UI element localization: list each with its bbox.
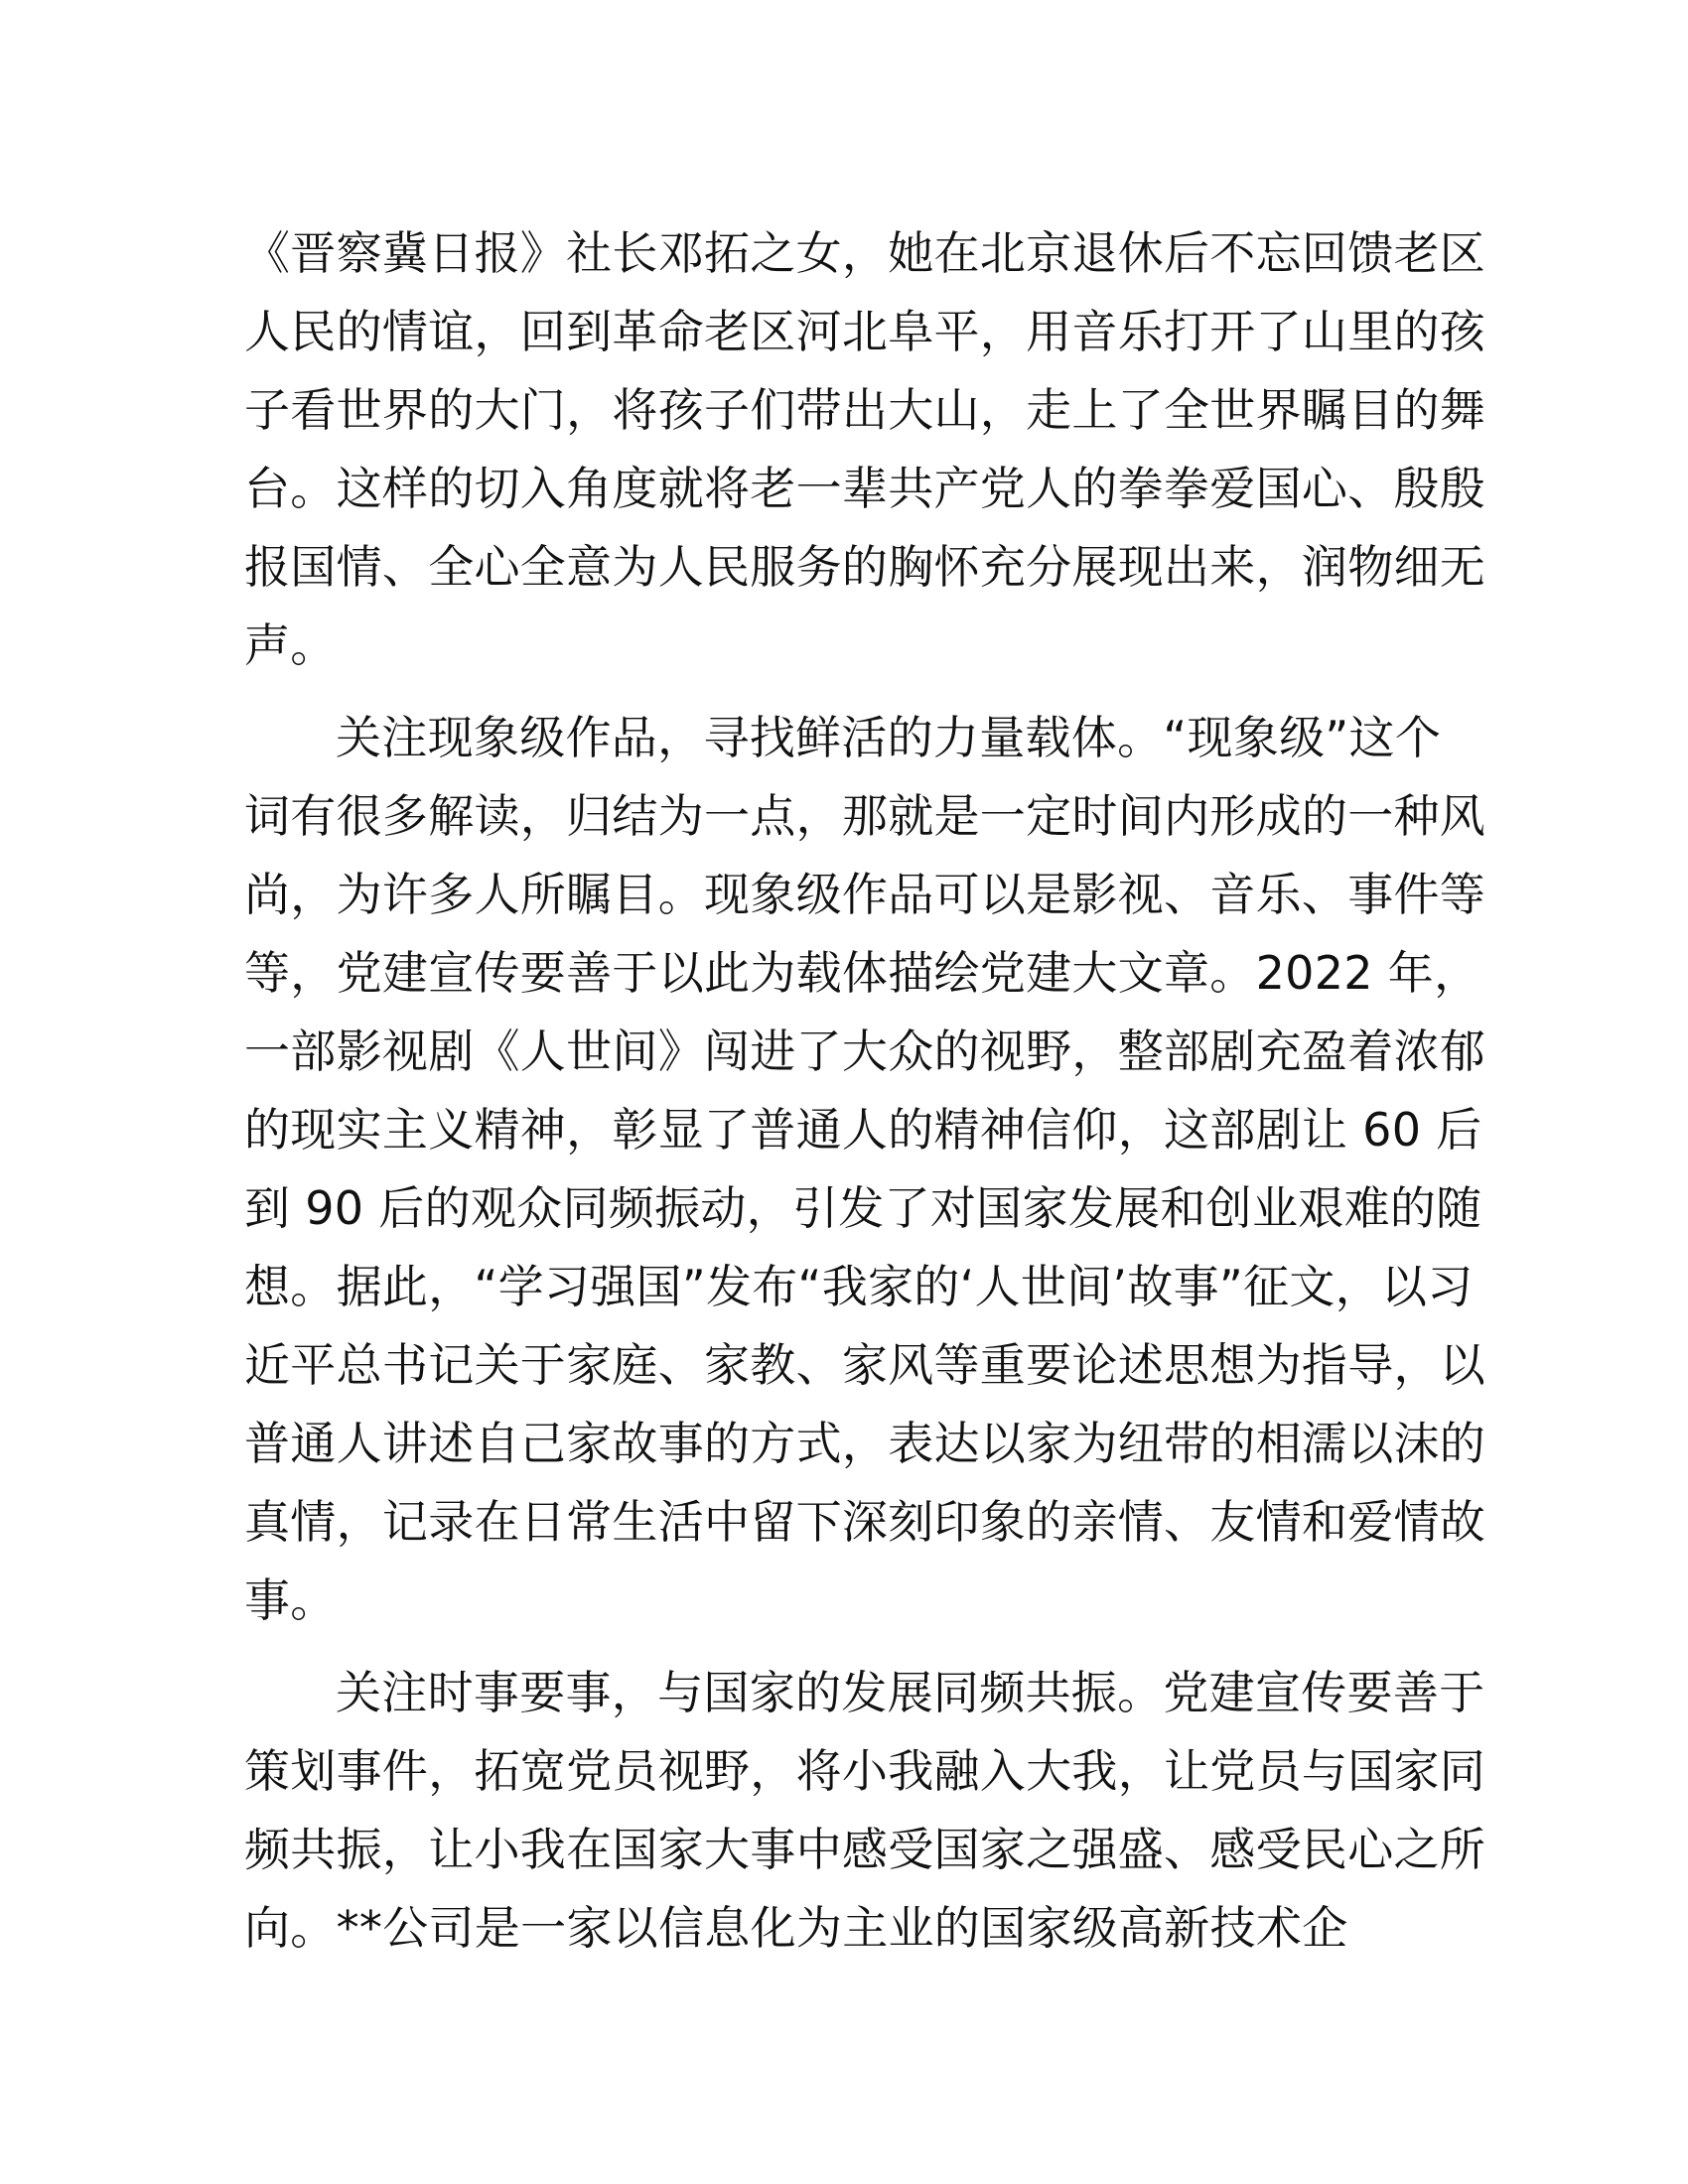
text-line: 的现实主义精神，彰显了普通人的精神信仰，这部剧让 60 后 xyxy=(244,1103,1482,1157)
text-line: 词有很多解读，归结为一点，那就是一定时间内形成的一种风 xyxy=(244,789,1486,843)
text-line: 事。 xyxy=(244,1573,337,1627)
text-line: 真情，记录在日常生活中留下深刻印象的亲情、友情和爱情故 xyxy=(244,1495,1486,1549)
document-body xyxy=(244,214,1486,1981)
text-line: 频共振，让小我在国家大事中感受国家之强盛、感受民心之所 xyxy=(244,1823,1486,1876)
text-line: 声。 xyxy=(244,618,337,672)
paragraph-1 xyxy=(244,214,1486,685)
text-line: 等，党建宣传要善于以此为载体描绘党建大文章。2022 年， xyxy=(244,946,1480,1000)
paragraph-2 xyxy=(244,699,1486,1640)
text-line: 关注现象级作品，寻找鲜活的力量载体。“现象级”这个 xyxy=(336,711,1442,764)
paragraph-3 xyxy=(244,1654,1486,1968)
text-line: 想。据此，“学习强国”发布“我家的‘人世间’故事”征文，以习 xyxy=(244,1260,1474,1313)
text-line: 向。**公司是一家以信息化为主业的国家级高新技术企 xyxy=(244,1901,1348,1955)
text-line: 子看世界的大门，将孩子们带出大山，走上了全世界瞩目的舞 xyxy=(244,383,1486,437)
text-line: 报国情、全心全意为人民服务的胸怀充分展现出来，润物细无 xyxy=(244,540,1486,594)
text-line: 普通人讲述自己家故事的方式，表达以家为纽带的相濡以沫的 xyxy=(244,1417,1486,1470)
text-line: 关注时事要事，与国家的发展同频共振。党建宣传要善于 xyxy=(336,1666,1485,1719)
text-line: 尚，为许多人所瞩目。现象级作品可以是影视、音乐、事件等 xyxy=(244,868,1486,921)
text-line: 到 90 后的观众同频振动，引发了对国家发展和创业艰难的随 xyxy=(244,1181,1482,1235)
text-line: 台。这样的切入角度就将老一辈共产党人的拳拳爱国心、殷殷 xyxy=(244,462,1486,515)
text-line: 一部影视剧《人世间》闯进了大众的视野，整部剧充盈着浓郁 xyxy=(244,1024,1486,1078)
text-line: 近平总书记关于家庭、家教、家风等重要论述思想为指导，以 xyxy=(244,1338,1486,1392)
text-line: 人民的情谊，回到革命老区河北阜平，用音乐打开了山里的孩 xyxy=(244,305,1486,358)
text-line: 《晋察冀日报》社长邓拓之女，她在北京退休后不忘回馈老区 xyxy=(244,226,1486,280)
text-line: 策划事件，拓宽党员视野，将小我融入大我，让党员与国家同 xyxy=(244,1744,1486,1798)
